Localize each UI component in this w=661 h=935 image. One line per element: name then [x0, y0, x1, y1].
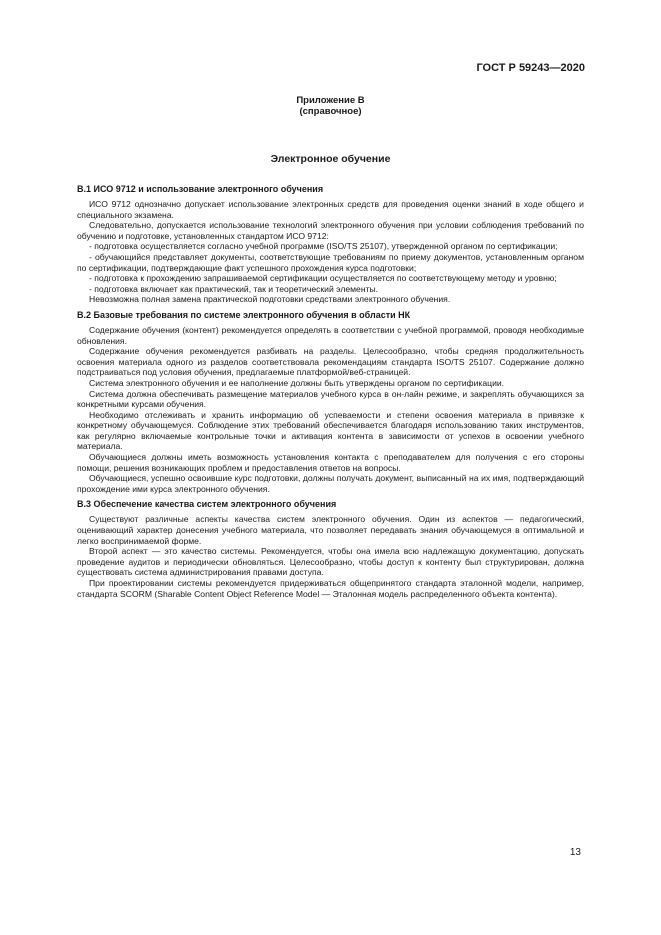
paragraph: Обучающиеся должны иметь возможность установления контакта с преподавателем для получения с его стороны помощи, решения возникающих проблем и предоставления ответов на вопросы. — [77, 452, 584, 473]
annex-heading — [0, 95, 661, 117]
page-number: 13 — [569, 847, 581, 858]
paragraph: Содержание обучения рекомендуется разбивать на разделы. Целесообразно, чтобы средняя продолжительность освоения материала одного из разделов соответствовала рекомендациям стандарта ISO/TS 25107. Содержание должно подстраиваться под условия обучения, предлагаемые платформой/веб-страницей. — [77, 346, 584, 378]
section-heading: В.2 Базовые требования по системе электронного обучения в области НК — [77, 309, 411, 320]
paragraph: Содержание обучения (контент) рекомендуется определять в соответствии с учебной программой, проводя необходимые обновления. — [77, 324, 584, 346]
document-body — [77, 184, 584, 599]
paragraph: ИСО 9712 однозначно допускает использование электронных средств для проведения оценки знаний в ходе общего и специального экзамена. — [77, 199, 584, 220]
list-item: - подготовка включает как практический, так и теоретический элементы. — [89, 283, 379, 294]
section-heading: В.3 Обеспечение качества систем электронного обучения — [77, 499, 337, 510]
list-item: - обучающийся представляет документы, соответствующие требованиям по приему документов, установленным органом по сертификации, подтверждающие факт успешного прохождения курса подготовки; — [77, 251, 584, 273]
list-item: - подготовка к прохождению запрашиваемой сертификации осуществляется по соответствующему методу и уровню; — [89, 273, 557, 284]
annex-title: Приложение В — [296, 95, 365, 106]
page-title: Электронное обучение — [270, 153, 391, 165]
paragraph: Второй аспект — это качество системы. Рекомендуется, чтобы она имела всю надлежащую документацию, допускать проведение аудитов и периодически обновляться. Целесообразно, чтобы доступ к контенту был структурирован, должна существовать система администрирования правами доступа. — [77, 546, 584, 578]
paragraph: Система электронного обучения и ее наполнение должны быть утверждены органом по сертификации. — [89, 377, 505, 388]
paragraph: Невозможна полная замена практической подготовки средствами электронного обучения. — [89, 294, 451, 305]
paragraph: Необходимо отслеживать и хранить информацию об успеваемости и степени освоения материала в привязке к конкретному обучающемуся. Соблюдение этих требований обеспечивается благодаря использованию таких инструментов, как регулярно включаемые контрольные точки и активация контента в зависимости от успехов в освоении учебного материала. — [77, 409, 584, 452]
standard-designation: ГОСТ Р 59243—2020 — [476, 62, 585, 74]
annex-subtitle: (справочное) — [299, 106, 362, 117]
paragraph: При проектировании системы рекомендуется придерживаться общепринятого стандарта эталонной модели, например, стандарта SCORM (Sharable Content Object Reference Model — Эталонная модель распределенного объекта контента). — [77, 578, 584, 599]
section-heading: В.1 ИСО 9712 и использование электронного обучения — [77, 184, 324, 194]
paragraph: Обучающиеся, успешно освоившие курс подготовки, должны получать документ, выписанный на их имя, подтверждающий прохождение ими курса электронного обучения. — [77, 473, 584, 494]
paragraph: Система должна обеспечивать размещение материалов учебного курса в он-лайн режиме, и закреплять обучающихся за конкретными курсами обучения. — [77, 388, 584, 410]
paragraph: Следовательно, допускается использование технологий электронного обучения при условии соблюдения требований по обучению и подготовке, установленных стандартом ИСО 9712: — [77, 220, 584, 241]
paragraph: Существуют различные аспекты качества систем электронного обучения. Один из аспектов — педагогический, оценивающий характер донесения учебного материала, что позволяет передавать знания обучающемуся в оптимальной и легко воспринимаемой форме. — [77, 514, 584, 546]
list-item: - подготовка осуществляется согласно учебной программе (ISO/TS 25107), утвержденной органом по сертификации; — [89, 241, 558, 252]
